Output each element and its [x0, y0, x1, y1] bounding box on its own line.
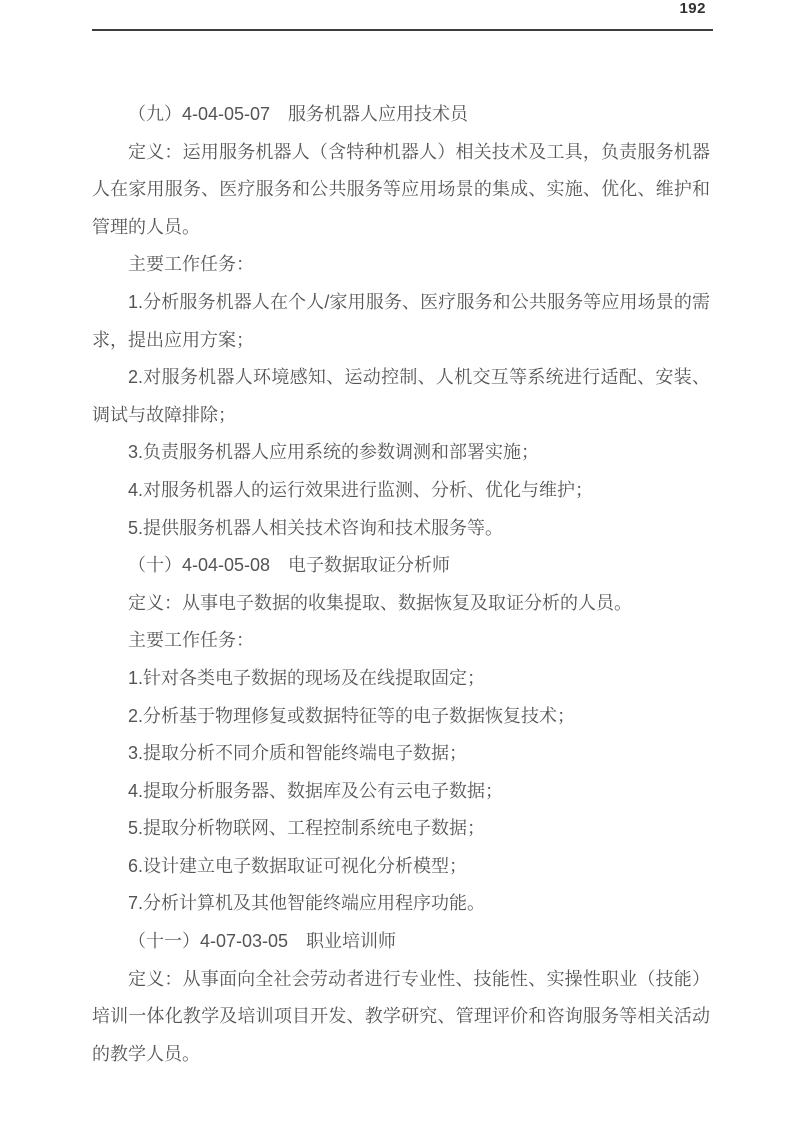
section-9-task-1: 1.分析服务机器人在个人/家用服务、医疗服务和公共服务等应用场景的需求，提出应用方案； — [92, 291, 710, 350]
section-9-tasks-label: 主要工作任务： — [128, 254, 254, 275]
section-10-task-5: 5.提取分析物联网、工程控制系统电子数据； — [128, 818, 486, 839]
section-9-task-5: 5.提供服务机器人相关技术咨询和技术服务等。 — [128, 517, 504, 538]
section-10-task-3: 3.提取分析不同介质和智能终端电子数据； — [128, 743, 468, 764]
section-9-definition: 定义：运用服务机器人（含特种机器人）相关技术及工具，负责服务机器人在家用服务、医疗服务和公共服务等应用场景的集成、实施、优化、维护和管理的人员。 — [92, 141, 710, 237]
section-9-task-3: 3.负责服务机器人应用系统的参数调测和部署实施； — [128, 442, 540, 463]
page-number: 192 — [679, 0, 706, 17]
section-10-tasks-label: 主要工作任务： — [128, 630, 254, 651]
section-10-task-7: 7.分析计算机及其他智能终端应用程序功能。 — [128, 893, 486, 914]
document-body — [92, 96, 710, 1073]
section-10-task-1: 1.针对各类电子数据的现场及在线提取固定； — [128, 667, 486, 688]
section-9-task-2: 2.对服务机器人环境感知、运动控制、人机交互等系统进行适配、安装、调试与故障排除； — [92, 367, 710, 425]
section-11-definition: 定义：从事面向全社会劳动者进行专业性、技能性、实操性职业（技能）培训一体化教学及培训项目开发、教学研究、管理评价和咨询服务等相关活动的教学人员。 — [92, 968, 710, 1064]
section-9-heading: （九）4-04-05-07 服务机器人应用技术员 — [128, 104, 469, 124]
section-10-task-4: 4.提取分析服务器、数据库及公有云电子数据； — [128, 780, 504, 801]
section-10-task-2: 2.分析基于物理修复或数据特征等的电子数据恢复技术； — [128, 705, 576, 726]
section-10-definition: 定义：从事电子数据的收集提取、数据恢复及取证分析的人员。 — [128, 592, 632, 613]
section-10-heading: （十）4-04-05-08 电子数据取证分析师 — [128, 555, 451, 576]
section-11-heading: （十一）4-07-03-05 职业培训师 — [128, 931, 397, 952]
section-10-task-6: 6.设计建立电子数据取证可视化分析模型； — [128, 855, 468, 876]
section-9-task-4: 4.对服务机器人的运行效果进行监测、分析、优化与维护； — [128, 479, 594, 500]
header-rule — [92, 29, 713, 31]
